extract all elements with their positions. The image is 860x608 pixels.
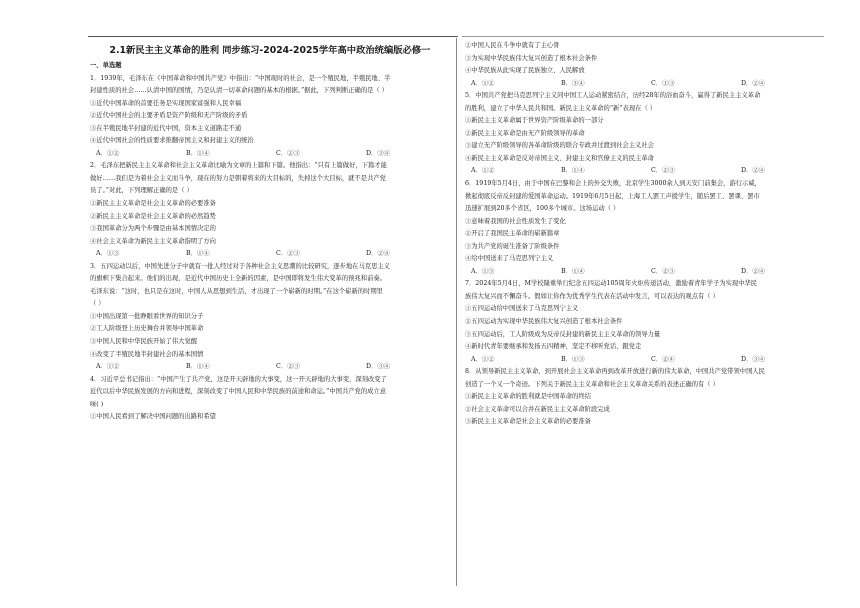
question-6-option: ③为共产党的诞生准备了阶级条件 — [465, 242, 560, 250]
question-3-stem: 3．五四运动以后，中国先进分子中就有一批人经过对于各种社会主义思潮的比较研究，逐步地在马克思主义 — [90, 262, 390, 270]
question-5-stem: 5．中国共产党把马克思列宁主义同中国工人运动紧密结合，历经28年的浴血奋斗，赢得了新民主主义革命 — [465, 92, 761, 100]
question-7-stem: 7．2024年5月4日，M学校隆重举行纪念五四运动105周年火炬传递活动，激励着青年学子为实现中华民 — [465, 280, 758, 288]
choice-d[interactable]: D．②④ — [741, 267, 765, 275]
question-1-stem: 1．1939年，毛泽东在《中国革命和中国共产党》中指出：“中国现时的社会，是一个殖民地、半殖民地、半 — [90, 74, 391, 82]
question-1-choices — [90, 148, 450, 161]
choice-b[interactable]: B．①④ — [186, 363, 210, 371]
question-4-stem: 近代以后中华民族发展的方向和进程，深刻改变了中国人民和中华民族的前途和命运。”中国共产党的成立意 — [90, 388, 387, 396]
question-1-stem: 封建性质的社会……认清中国的国情，乃是认清一切革命问题的基本的根据。”据此，下列判断正确的是（ ） — [90, 87, 389, 95]
choice-c[interactable]: C．②③ — [276, 363, 300, 371]
choice-a[interactable]: A．①③ — [471, 267, 495, 275]
choice-c[interactable]: C．②④ — [651, 355, 675, 363]
question-4-choices — [465, 78, 825, 91]
choice-a[interactable]: A．①③ — [96, 250, 120, 258]
question-2-stem: 员了。”对此，下列理解正确的是（ ） — [90, 187, 193, 195]
question-1-option: ①近代中国革命的首要任务是实现国家富强和人民幸福 — [90, 99, 242, 107]
question-6-option: ④给中国送来了马克思列宁主义 — [465, 255, 554, 263]
question-5-option: ③建立无产阶级领导的各革命阶级的联合专政并过渡到社会主义社会 — [465, 142, 654, 150]
question-2-option: ①新民主主义革命是社会主义革命的必要准备 — [90, 200, 216, 208]
choice-a[interactable]: A．①② — [96, 363, 120, 371]
question-3-stem: 的旗帜下集合起来。他们的出现，是近代中国历史上全新的因素，是中国即将发生伟大变革的预兆和前奏。 — [90, 275, 386, 283]
question-6-stem: 掀起彻底反帝反封建的爱国革命运动。1919年6月5日起，上海工人罢工声援学生，随后罢工、罢课、罢市 — [465, 192, 760, 200]
document-title: 2.1新民主主义革命的胜利 同步练习-2024-2025学年高中政治统编版必修一 — [109, 45, 431, 56]
question-3-option: ③中国人民和中华民族开始了伟大觉醒 — [90, 338, 198, 346]
question-6-option: ②开启了我国民主革命的崭新篇章 — [465, 230, 560, 238]
question-1-option: ②近代中国社会的主要矛盾是资产阶级和无产阶级的矛盾 — [90, 112, 248, 120]
question-6-stem: 6．1919年5月4日，由于中国在巴黎和会上的外交失败，北京学生3000余人到天安门前集会，游行示威， — [465, 180, 761, 188]
question-4-option: ③为实现中华民族伟大复兴创造了根本社会条件 — [465, 54, 598, 62]
choice-c[interactable]: C．②③ — [276, 250, 300, 258]
question-5-option: ②新民主主义革命是由无产阶级领导的革命 — [465, 129, 585, 137]
choice-d[interactable]: D．②④ — [366, 250, 390, 258]
question-1-option: ④近代中国社会的性质要求推翻帝国主义和封建主义的统治 — [90, 137, 254, 145]
question-2-option: ③我国革命分为两个步骤是由基本国情决定的 — [90, 225, 216, 233]
question-2-stem: 做好……我们是为着社会主义而斗争，现在的努力是朝着将来的大目标的，失掉这个大目标，就不是共产党 — [90, 174, 386, 182]
question-4-option: ②中国人民在斗争中就有了主心骨 — [465, 42, 560, 49]
question-4-option: ①中国人民看到了解决中国问题的出路和希望 — [90, 413, 216, 421]
choice-d[interactable]: D．③④ — [366, 149, 390, 157]
question-7-option: ①五四运动给中国送来了马克思列宁主义 — [465, 305, 579, 313]
choice-c[interactable]: C．②③ — [651, 267, 675, 275]
question-6-option: ①意味着我国的社会性质发生了变化 — [465, 217, 566, 225]
header-rule-left — [88, 36, 458, 37]
question-2-stem: 2．毛泽东把新民主主义革命和社会主义革命比喻为文章的上篇和下篇。他指出：“只有上篇做好，下篇才能 — [90, 162, 387, 170]
question-3-option: ①中国出现第一批睁眼看世界的知识分子 — [90, 312, 204, 320]
choice-d[interactable]: D．②④ — [741, 79, 765, 87]
question-8-stem: 8．从领导新民主主义革命，到开展社会主义革命再到改革开放进行新的伟大革命，中国共产党带领中国人民 — [465, 368, 765, 376]
choice-b[interactable]: B．①④ — [186, 250, 210, 258]
question-6-choices — [465, 266, 825, 279]
column-divider — [456, 38, 457, 586]
choice-c[interactable]: C．①③ — [651, 79, 675, 87]
question-7-option: ③五四运动后，工人阶级成为反帝反封建的新民主主义革命的领导力量 — [465, 330, 661, 338]
question-5-option: ①新民主主义革命属于世界资产阶级革命的一部分 — [465, 117, 604, 125]
question-2-option: ④社会主义革命为新民主主义革命指明了方向 — [90, 237, 216, 245]
question-6-stem: 迅速扩展到20多个省区，100多个城市。这场运动（ ） — [465, 205, 620, 213]
choice-b[interactable]: B．①④ — [186, 149, 210, 157]
question-3-option: ④改变了半殖民地半封建社会的基本国情 — [90, 350, 204, 358]
question-2-choices — [90, 248, 450, 261]
question-2-option: ②新民主主义革命是社会主义革命的必然趋势 — [90, 212, 216, 220]
choice-a[interactable]: A．①② — [96, 149, 120, 157]
question-3-option: ②工人阶级登上历史舞台并领导中国革命 — [90, 325, 204, 333]
choice-d[interactable]: D．②④ — [741, 167, 765, 175]
question-5-stem: 的胜利，建立了中华人民共和国。新民主主义革命的“新”表现在（ ） — [465, 104, 657, 112]
question-7-choices — [465, 354, 825, 367]
choice-d[interactable]: D．③④ — [741, 355, 765, 363]
question-5-choices — [465, 165, 825, 178]
header-rule-right — [462, 36, 824, 37]
left-column — [90, 41, 450, 424]
question-7-stem: 族伟大复兴而不懈奋斗。假如让你作为优秀学生代表在活动中发言，可以表达的观点有（ ） — [465, 292, 719, 300]
question-8-option: ②社会主义革命可以合并在新民主主义革命阶段完成 — [465, 405, 610, 413]
choice-a[interactable]: A．①② — [471, 355, 495, 363]
question-4-option: ④中华民族从此实现了民族独立、人民解放 — [465, 67, 585, 75]
choice-b[interactable]: B．①③ — [561, 355, 585, 363]
question-7-option: ④新时代青年要继承和发扬五四精神，坚定不移听党话、跟党走 — [465, 343, 642, 351]
choice-a[interactable]: A．①② — [471, 79, 495, 87]
choice-a[interactable]: A．①② — [471, 167, 495, 175]
question-5-option: ④新民主主义革命是反对帝国主义、封建主义和官僚主义的民主革命 — [465, 154, 654, 162]
question-1-option: ③在半殖民地半封建的近代中国，资本主义道路走不通 — [90, 124, 242, 132]
section-heading: 一、单选题 — [90, 62, 122, 69]
question-3-stem: （ ） — [90, 300, 105, 308]
choice-b[interactable]: B．③④ — [561, 79, 585, 87]
question-8-option: ③新民主主义革命是社会主义革命的必要准备 — [465, 418, 591, 426]
question-7-option: ②五四运动为实现中华民族伟大复兴创造了根本社会条件 — [465, 318, 623, 326]
choice-b[interactable]: B．①④ — [561, 267, 585, 275]
question-4-stem: 味( ) — [90, 400, 104, 408]
choice-c[interactable]: C．②③ — [276, 149, 300, 157]
choice-d[interactable]: D．③④ — [366, 363, 390, 371]
question-3-choices — [90, 361, 450, 374]
question-8-option: ①新民主主义革命的胜利就是中国革命的终结 — [465, 393, 591, 401]
question-3-stem: 毛泽东说：“这时，也只是在这时，中国人从思想到生活，才出现了一个崭新的时期。”在这个崭新的时期里 — [90, 287, 383, 295]
choice-b[interactable]: B．①④ — [561, 167, 585, 175]
question-4-stem: 4．习近平总书记指出：“中国产生了共产党，这是开天辟地的大事变，这一开天辟地的大事变，深刻改变了 — [90, 375, 387, 383]
right-column — [465, 40, 825, 429]
choice-c[interactable]: C．②③ — [651, 167, 675, 175]
question-8-stem: 创造了一个又一个奇迹。下列关于新民主主义革命和社会主义革命关系的表述正确的有（ ） — [465, 380, 719, 388]
